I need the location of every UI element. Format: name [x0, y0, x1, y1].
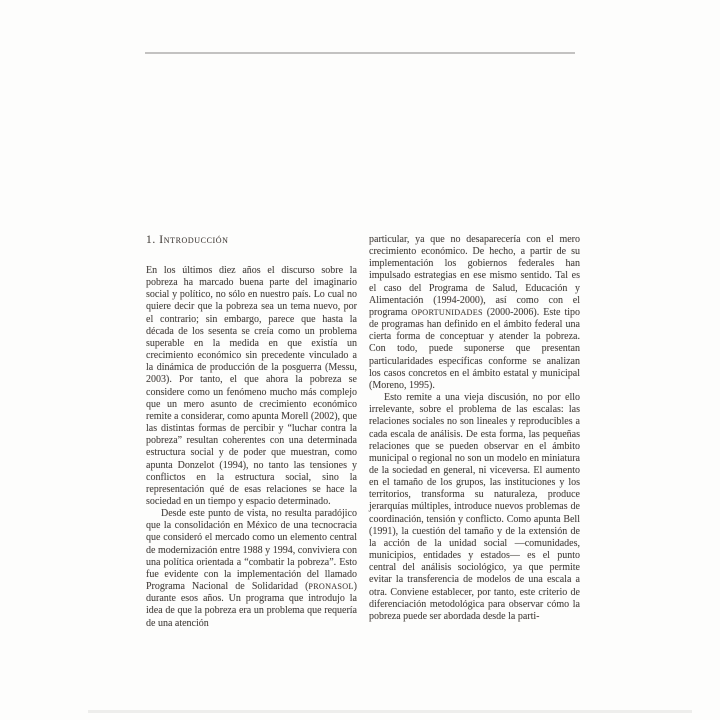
paragraph: Esto remite a una vieja discusión, no por ello irrelevante, sobre el problema de las escalas: las relaciones sociales no son lineales y reproducibles a cada escala de análisis. De esta forma, las pequeñas relaciones que se pueden observar en el ámbito municipal o regional no son un modelo en miniatura de la sociedad en general, ni viceversa. El aumento en el tamaño de los grupos, las instituciones y los territorios, transforma su naturaleza, produce jerarquías múltiples, introduce nuevos problemas de coordinación, tensión y conflicto. Como apunta Bell (1991), la cuestión del tamaño y de la extensión de la acción de la unidad social —comunidades, municipios, entidades y estados— es el punto central del análisis sociológico, ya que permite evitar la transferencia de modelos de una escala a otra. Conviene establecer, por tanto, este criterio de diferenciación metodológica para observar cómo la pobreza puede ser abordada desde la parti-: [369, 392, 580, 622]
section-heading: 1. Introducción: [146, 234, 229, 246]
page-bottom-bleed: [88, 710, 692, 713]
left-column: [146, 234, 357, 630]
article-body: [146, 234, 580, 630]
paragraph: En los últimos diez años el discurso sobre la pobreza ha marcado buena parte del imaginario social y político, no sólo en nuestro país. Lo cual no quiere decir que la pobreza sea un tema nuevo, por el contrario; sin embargo, parece que hasta la década de los sesenta se creía como un problema superable en la medida en que existía un crecimiento económico sin precedente vinculado a la dinámica de producción de la posguerra (Messu, 2003). Por tanto, el que ahora la pobreza se considere como un fenómeno mucho más complejo que un mero asunto de crecimiento económico remite a considerar, como apunta Morell (2002), que las distintas formas de percibir y “luchar contra la pobreza” resultan coherentes con una determinada estructura social y de poder que muestran, como apunta Donzelot (1994), no tanto las tensiones y conflictos en la estructura social, sino la representación qué de esas relaciones se hace la sociedad en un tiempo y espacio determinado.: [146, 265, 357, 507]
right-column: [369, 234, 580, 630]
header-rule: [145, 52, 575, 54]
paragraph: Desde este punto de vista, no resulta paradójico que la consolidación en México de una tecnocracia que consideró el mercado como un elemento central de modernización entre 1988 y 1994, conviviera con una política orientada a “combatir la pobreza”. Esto fue evidente con la implementación del llamado Programa Nacional de Solidaridad (PRONASOL) durante esos años. Un programa que introdujo la idea de que la pobreza era un problema que requería de una atención: [146, 508, 357, 629]
paragraph: particular, ya que no desaparecería con el mero crecimiento económico. De hecho, a partir de su implementación los gobiernos federales han impulsado estrategias en ese mismo sentido. Tal es el caso del Programa de Salud, Educación y Alimentación (1994-2000), así como con el programa OPORTUNIDADES (2000-2006). Este tipo de programas han definido en el ámbito federal una cierta forma de conceptuar y atender la pobreza. Con todo, puede suponerse que presentan particularidades específicas conforme se analizan los casos concretos en el ámbito estatal y municipal (Moreno, 1995).: [369, 234, 580, 391]
